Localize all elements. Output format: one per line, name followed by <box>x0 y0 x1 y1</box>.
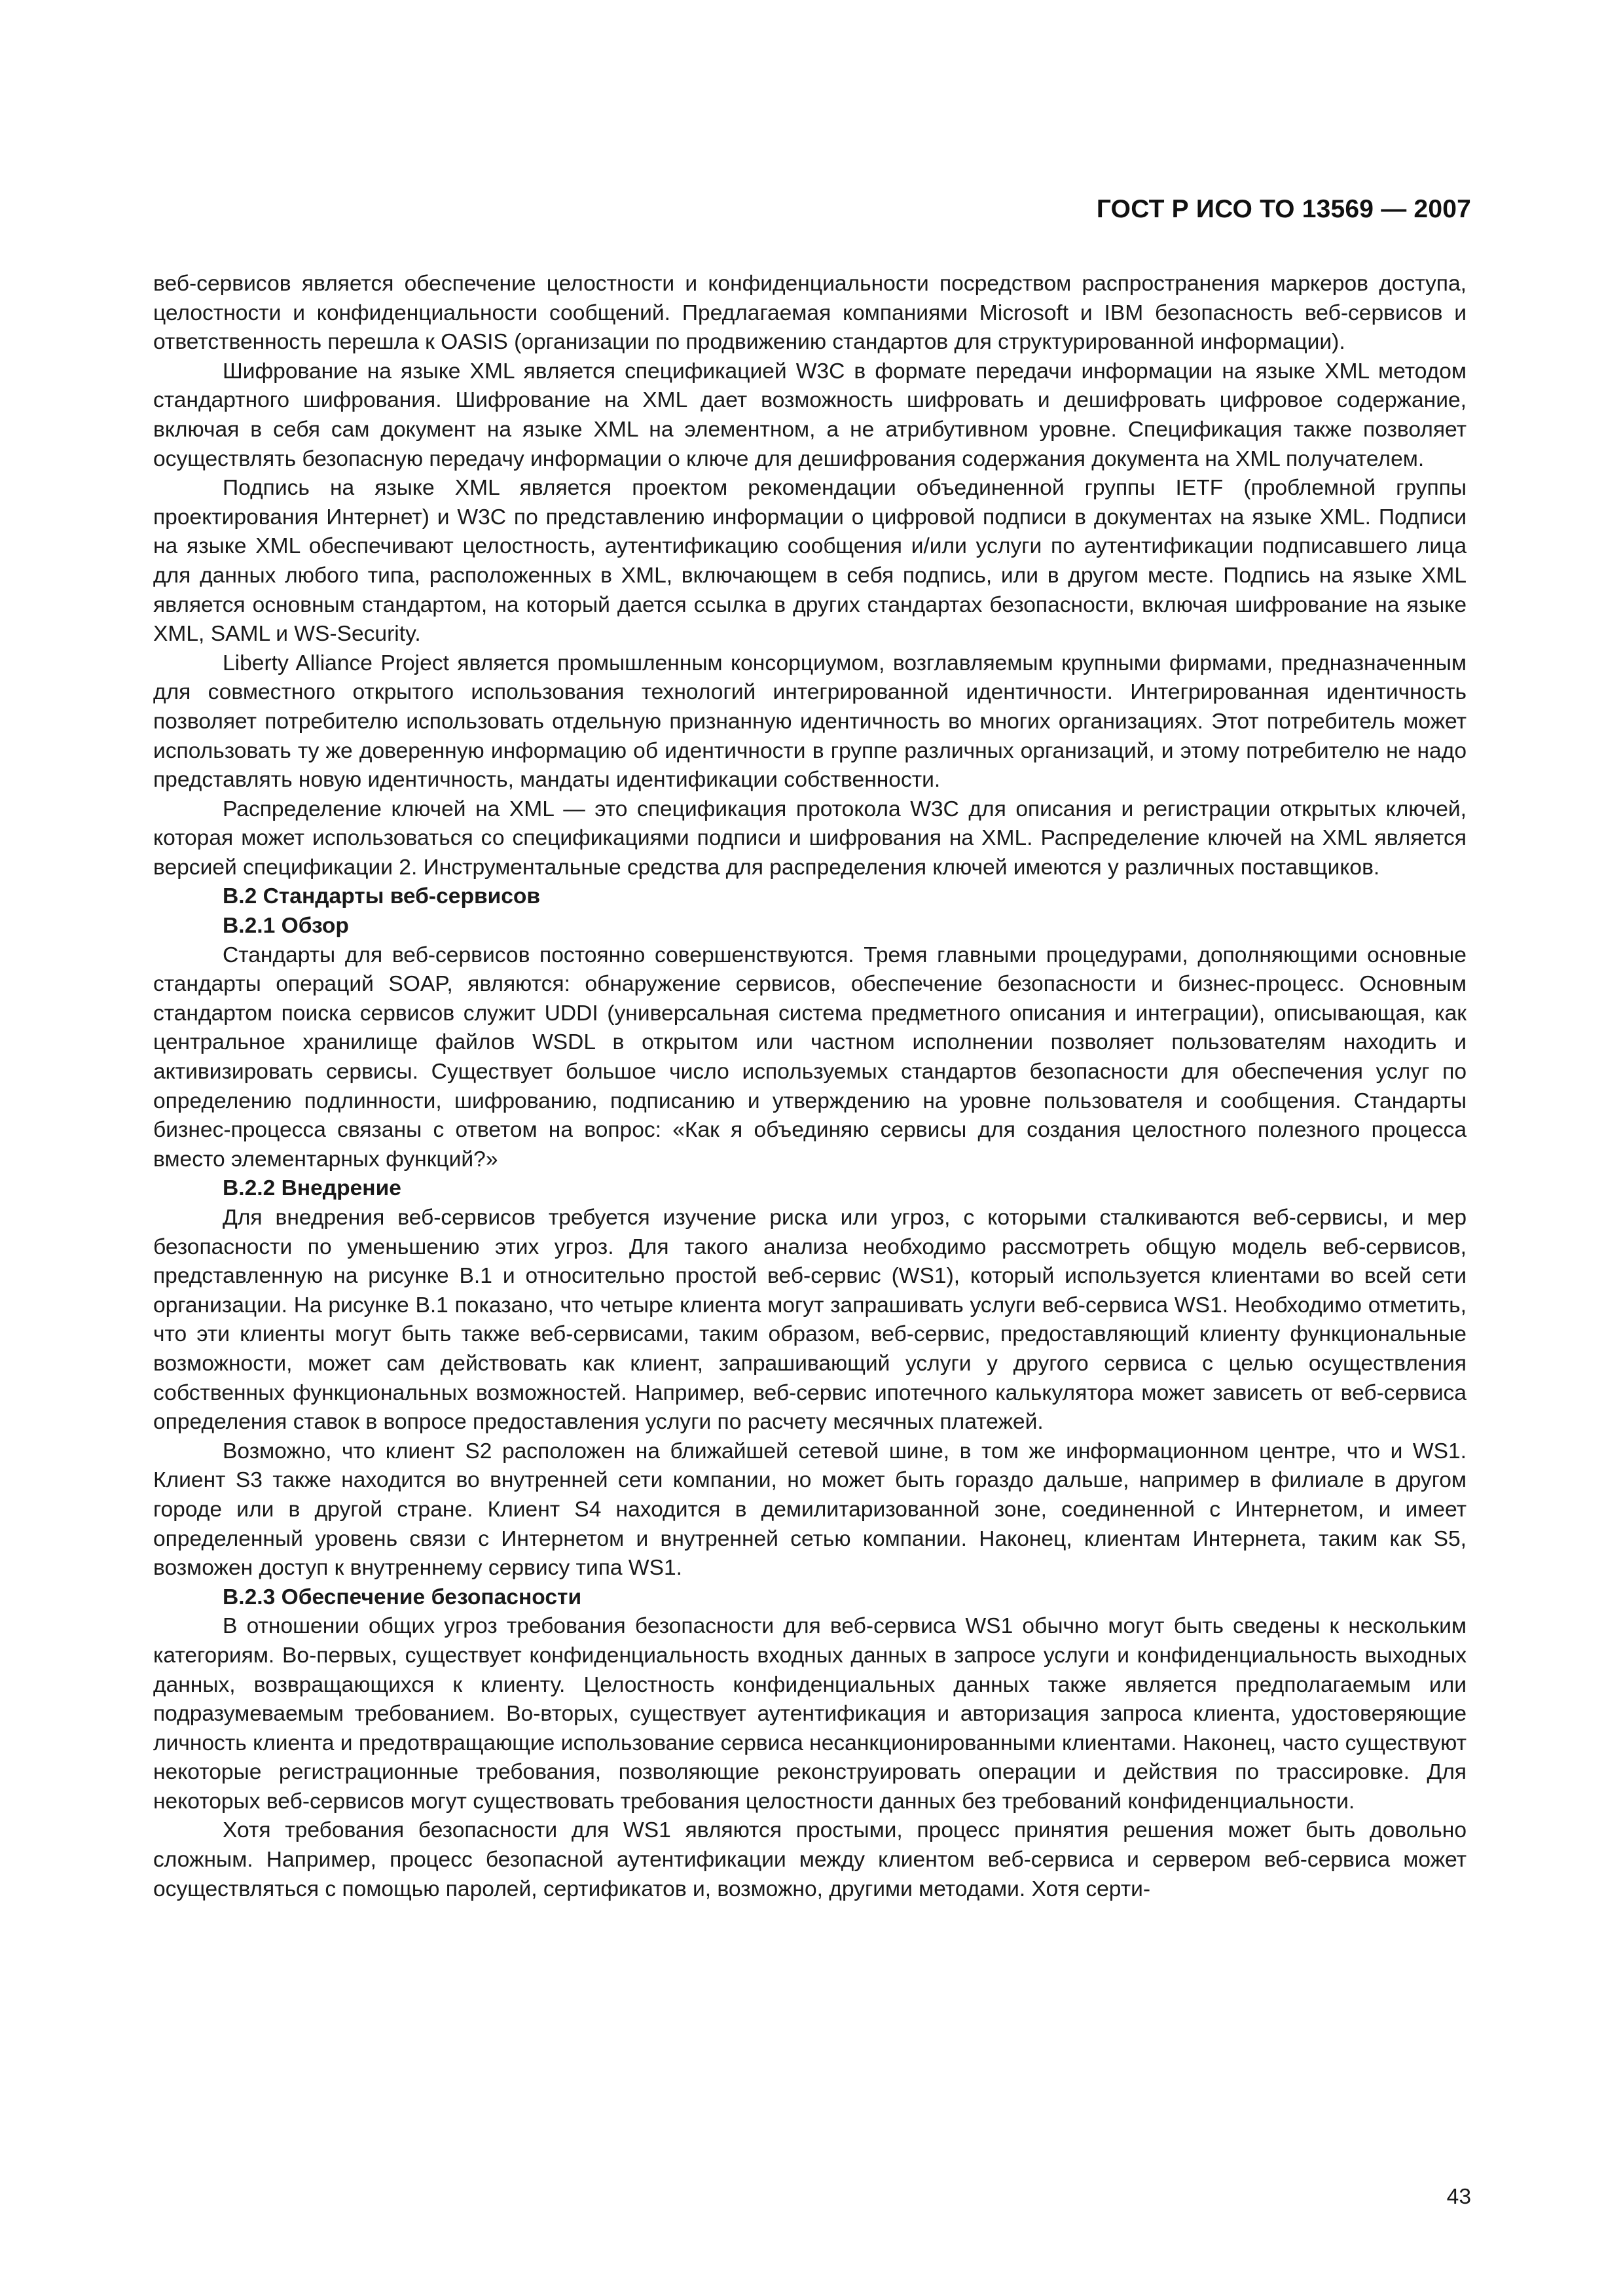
page-body <box>153 270 1467 1904</box>
paragraph-liberty-alliance: Liberty Alliance Project является промышленным консорциумом, возглавляемым крупными фирмами, предназначенным для совместного открытого использования технологий интегрированной идентичности. Интегрированная идентичность позволяет потребителю использовать отдельную признанную идентичность во многих организациях. Этот потребитель может использовать ту же доверенную информацию об идентичности в группе различных организаций, и этому потребителю не надо представлять новую идентичность, мандаты идентификации собственности. <box>153 651 1467 793</box>
section-heading-b2: В.2 Стандарты веб-сервисов <box>223 884 541 909</box>
section-heading-b22: В.2.2 Внедрение <box>223 1176 401 1201</box>
section-heading-b21: В.2.1 Обзор <box>223 914 349 939</box>
standard-header: ГОСТ Р ИСО ТО 13569 — 2007 <box>1096 195 1471 223</box>
paragraph-xml-encryption: Шифрование на языке XML является спецификацией W3C в формате передачи информации на языке XML методом стандартного шифрования. Шифрование на XML дает возможность шифровать и дешифровать цифровое содержание, включая в себя сам документ на языке XML на элементном, а не атрибутивном уровне. Спецификация также позволяет осуществлять безопасную передачу информации о ключе для дешифрования содержания документа на XML получателем. <box>153 359 1467 471</box>
paragraph-ws-security-continued: веб-сервисов является обеспечение целостности и конфиденциальности посредством распространения маркеров доступа, целостности и конфиденциальности сообщений. Предлагаемая компаниями Microsoft и IBM безопасность веб-сервисов и ответственность перешла к OASIS (организации по продвижению стандартов для структурированной информации). <box>153 272 1467 355</box>
paragraph-security-requirements: В отношении общих угроз требования безопасности для веб-сервиса WS1 обычно могут быть сведены к нескольким категориям. Во-первых, существует конфиденциальность входных данных в запросе услуги и конфиденциальность выходных данных, возвращающихся к клиенту. Целостность конфиденциальных данных также является предполагаемым или подразумеваемым требованием. Во-вторых, существует аутентификация и авторизация запроса клиента, удостоверяющие личность клиента и предотвращающие использование сервиса несанкционированными клиентами. Наконец, часто существуют некоторые регистрационные требования, позволяющие реконструировать операции и действия по трассировке. Для некоторых веб-сервисов могут существовать требования целостности данных без требований конфиденциальности. <box>153 1614 1467 1814</box>
paragraph-implementation: Для внедрения веб-сервисов требуется изучение риска или угроз, с которыми сталкиваются веб-сервисы, и мер безопасности по уменьшению этих угроз. Для такого анализа необходимо рассмотреть общую модель веб-сервисов, представленную на рисунке В.1 и относительно простой веб-сервис (WS1), который используется клиентами во всей сети организации. На рисунке В.1 показано, что четыре клиента могут запрашивать услуги веб-сервиса WS1. Необходимо отметить, что эти клиенты могут быть также веб-сервисами, таким образом, веб-сервис, предоставляющий клиенту функциональные возможности, может сам действовать как клиент, запрашивающий услуги у другого сервиса с целью осуществления собственных функциональных возможностей. Например, веб-сервис ипотечного калькулятора может зависеть от веб-сервиса определения ставок в вопросе предоставления услуги по расчету месячных платежей. <box>153 1206 1467 1435</box>
paragraph-overview: Стандарты для веб-сервисов постоянно совершенствуются. Тремя главными процедурами, дополняющими основные стандарты операций SOAP, являются: обнаружение сервисов, обеспечение безопасности и бизнес-процесс. Основным стандартом поиска сервисов служит UDDI (универсальная система предметного описания и интеграции), описывающая, как центральное хранилище файлов WSDL в открытом или частном исполнении позволяет пользователям находить и активизировать сервисы. Существует большое число используемых стандартов безопасности для обеспечения услуг по определению подлинности, шифрованию, подписанию и утверждению на уровне пользователя и сообщения. Стандарты бизнес-процесса связаны с ответом на вопрос: «Как я объединяю сервисы для создания целостного полезного процесса вместо элементарных функций?» <box>153 942 1467 1172</box>
paragraph-clients-location: Возможно, что клиент S2 расположен на ближайшей сетевой шине, в том же информационном центре, что и WS1. Клиент S3 также находится во внутренней сети компании, но может быть гораздо дальше, например в филиале в другом городе или в другой стране. Клиент S4 находится в демилитаризованной зоне, соединенной с Интернетом, и имеет определенный уровень связи с Интернетом и внутренней сетью компании. Наконец, клиентам Интернета, таким как S5, возможен доступ к внутреннему сервису типа WS1. <box>153 1439 1467 1581</box>
section-heading-b23: В.2.3 Обеспечение безопасности <box>223 1585 582 1609</box>
page-number: 43 <box>1446 2185 1471 2209</box>
paragraph-decision-process: Хотя требования безопасности для WS1 являются простыми, процесс принятия решения может быть довольно сложным. Например, процесс безопасной аутентификации между клиентом веб-сервиса и сервером веб-сервиса может осуществляться с помощью паролей, сертификатов и, возможно, другими методами. Хотя серти- <box>153 1818 1467 1901</box>
paragraph-xml-signature: Подпись на языке XML является проектом рекомендации объединенной группы IETF (проблемной группы проектирования Интернет) и W3C по представлению информации о цифровой подписи в документах на языке XML. Подписи на языке XML обеспечивают целостность, аутентификацию сообщения и/или услуги по аутентификации подписавшего лица для данных любого типа, расположенных в XML, включающем в себя подпись, или в другом месте. Подпись на языке XML является основным стандартом, на который дается ссылка в других стандартах безопасности, включая шифрование на языке XML, SAML и WS-Security. <box>153 476 1467 647</box>
paragraph-xml-key-management: Распределение ключей на XML — это спецификация протокола W3C для описания и регистрации открытых ключей, которая может использоваться со спецификациями подписи и шифрования на XML. Распределение ключей на XML является версией спецификации 2. Инструментальные средства для распределения ключей имеются у различных поставщиков. <box>153 797 1467 880</box>
